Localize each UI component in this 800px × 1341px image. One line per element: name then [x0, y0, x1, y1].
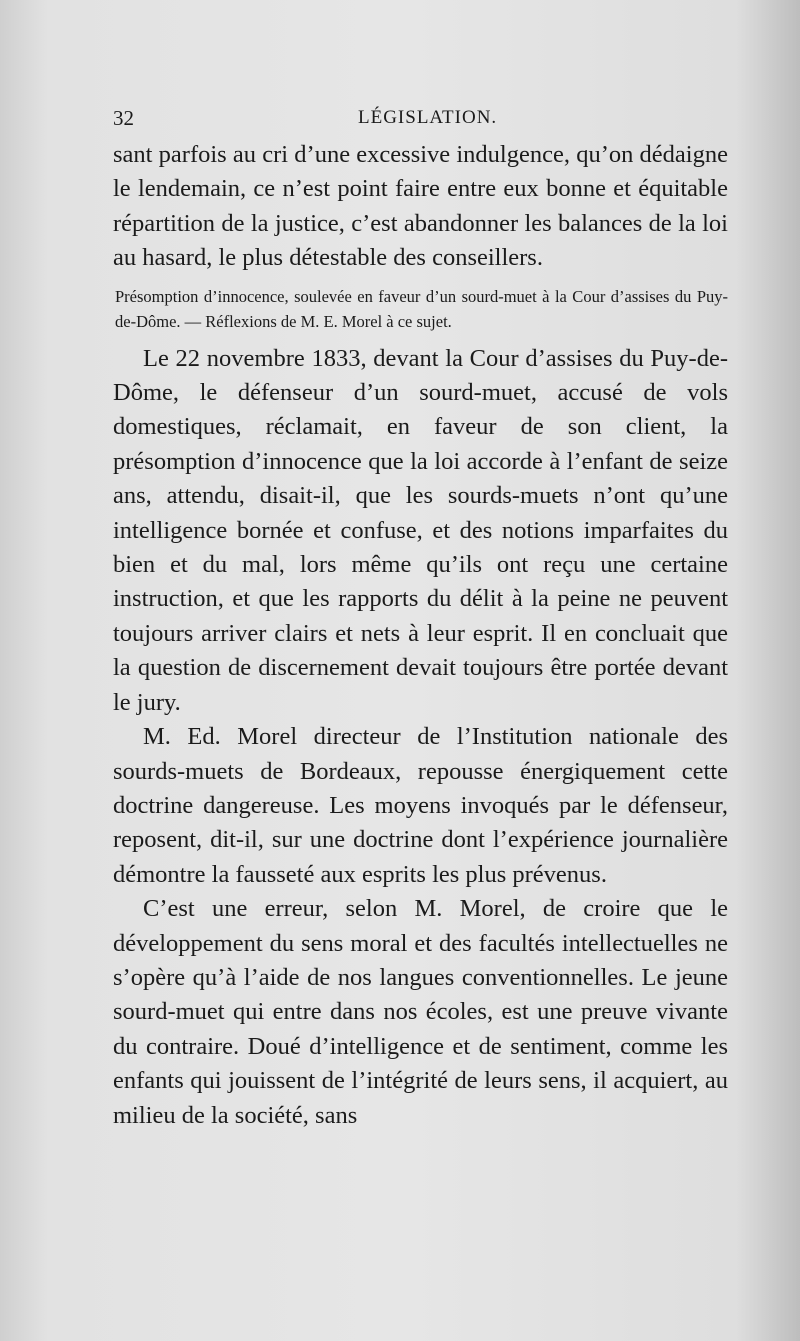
- page-body: [113, 138, 728, 1133]
- section-sidenote: Présomption d’innocence, soulevée en faveur d’un sourd-muet à la Cour d’assises du Puy-de-Dôme. — Réflexions de M. E. Morel à ce sujet.: [115, 286, 728, 331]
- page-number: 32: [113, 106, 134, 130]
- page-header: [113, 102, 728, 132]
- paragraph: Le 22 novembre 1833, devant la Cour d’assises du Puy-de-Dôme, le défenseur d’un sourd-muet, accusé de vols domestiques, réclamait, en faveur de son client, la présomption d’innocence que la loi accorde à l’enfant de seize ans, attendu, disait-il, que les sourds-muets n’ont qu’une intelligence bornée et confuse, et des notions imparfaites du bien et du mal, lors même qu’ils ont reçu une certaine instruction, et que les rapports du délit à la peine ne peuvent toujours arriver clairs et nets à leur esprit. Il en concluait que la question de discernement devait toujours être portée devant le jury.: [113, 344, 728, 716]
- paragraph: C’est une erreur, selon M. Morel, de croire que le développement du sens moral et des facultés intellectuelles ne s’opère qu’à l’aide de nos langues conventionnelles. Le jeune sourd-muet qui entre dans nos écoles, est une preuve vivante du contraire. Doué d’intelligence et de sentiment, comme les enfants qui jouissent de l’intégrité de leurs sens, il acquiert, au milieu de la société, sans: [113, 895, 728, 1129]
- paragraph-continuation: sant parfois au cri d’une excessive indulgence, qu’on dédaigne le lendemain, ce n’est point faire entre eux bonne et équitable répartition de la justice, c’est abandonner les balances de la loi au hasard, le plus détestable des conseillers.: [113, 141, 728, 272]
- paragraph: M. Ed. Morel directeur de l’Institution nationale des sourds-muets de Bordeaux, repousse énergiquement cette doctrine dangereuse. Les moyens invoqués par le défenseur, reposent, dit-il, sur une doctrine dont l’expérience journalière démontre la fausseté aux esprits les plus prévenus.: [113, 723, 728, 888]
- running-head: LÉGISLATION.: [358, 107, 498, 128]
